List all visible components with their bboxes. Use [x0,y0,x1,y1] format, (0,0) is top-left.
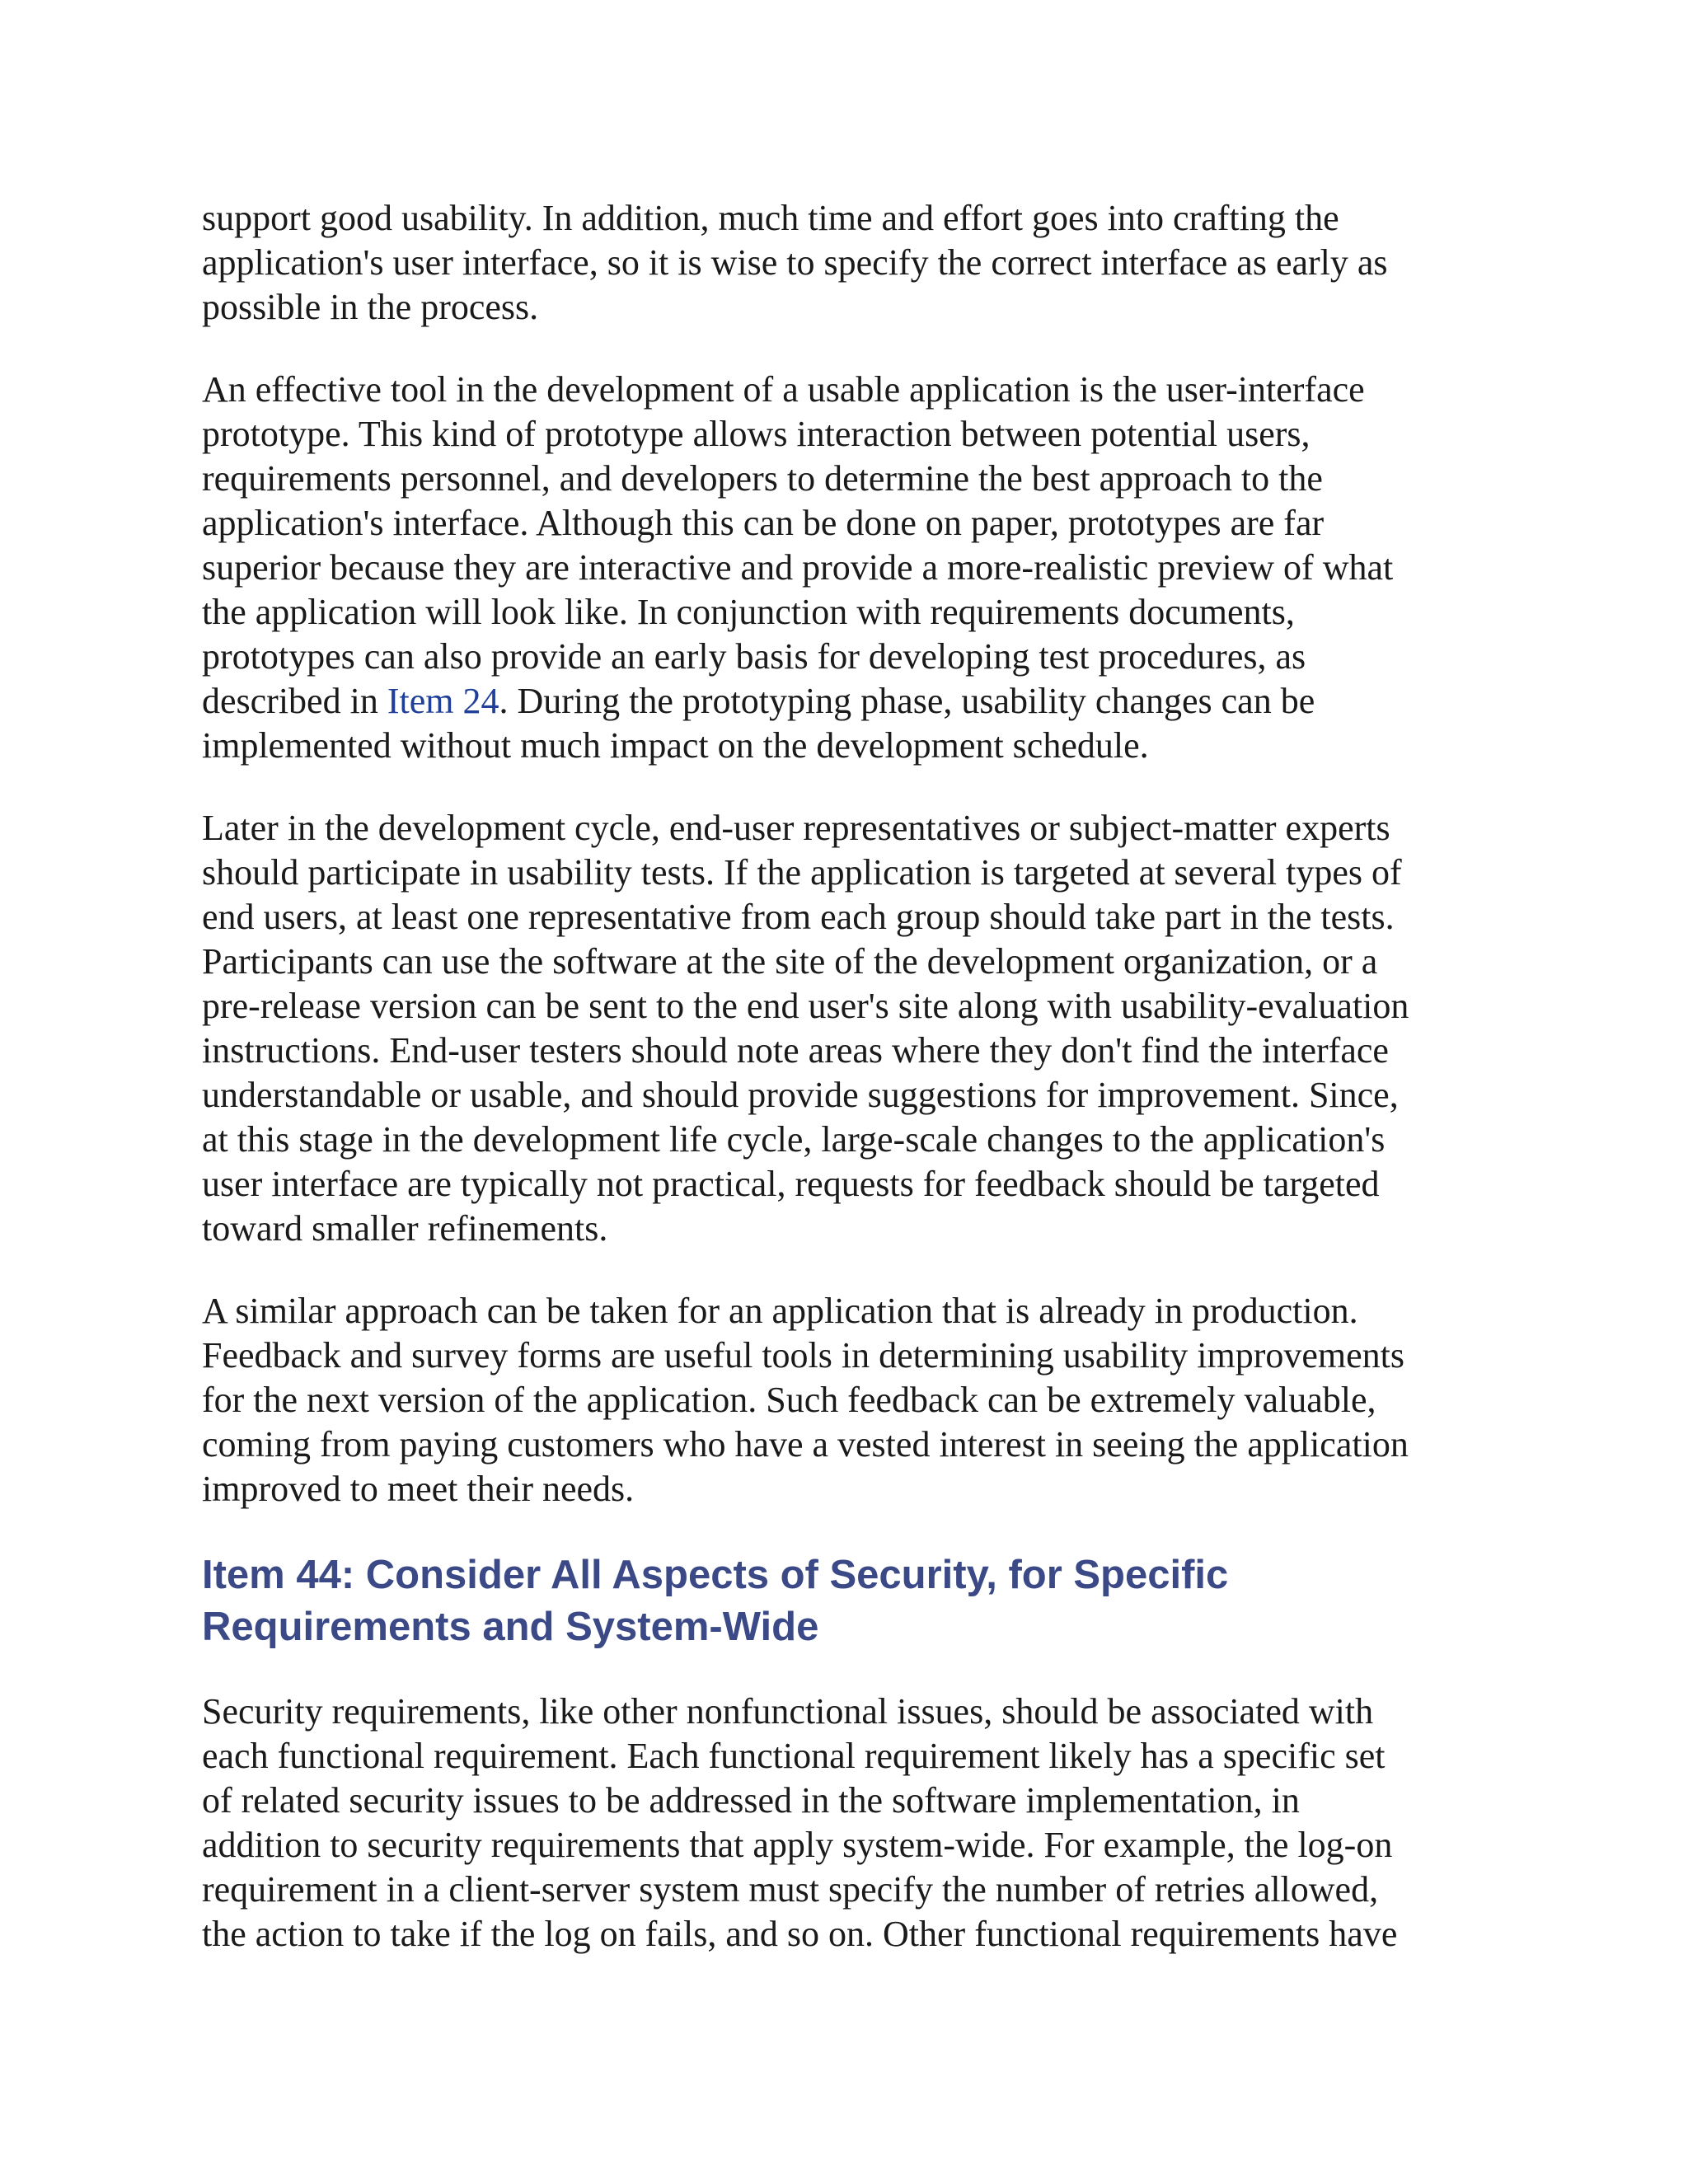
text-line: application's user interface, so it is wise to specify the correct interface as early as [202,242,1388,283]
heading-line: Requirements and System-Wide [202,1605,819,1649]
text-line: instructions. End-user testers should note areas where they don't find the interface [202,1030,1389,1071]
text-line: should participate in usability tests. If the application is targeted at several types of [202,852,1402,893]
paragraph-usability-intro [202,196,1488,330]
text-line: user interface are typically not practical, requests for feedback should be targeted [202,1164,1380,1204]
text-line: toward smaller refinements. [202,1208,608,1249]
text-line: possible in the process. [202,287,539,327]
paragraph-usability-tests [202,806,1488,1251]
text-line: at this stage in the development life cycle, large-scale changes to the application's [202,1119,1386,1160]
text-line: implemented without much impact on the development schedule. [202,725,1149,766]
text-line: the application will look like. In conjunction with requirements documents, [202,592,1295,632]
heading-line: Item 44: Consider All Aspects of Security, for Specific [202,1553,1229,1597]
text-line: prototypes can also provide an early basis for developing test procedures, as [202,636,1306,677]
link-line-prefix: described in [202,681,387,721]
text-line: Security requirements, like other nonfunctional issues, should be associated with [202,1691,1374,1732]
text-line: Participants can use the software at the site of the development organization, or a [202,941,1378,982]
text-line: coming from paying customers who have a vested interest in seeing the application [202,1424,1409,1465]
text-line: requirements personnel, and developers to determine the best approach to the [202,458,1323,499]
text-line: addition to security requirements that apply system-wide. For example, the log-on [202,1825,1393,1865]
paragraph-prototype [202,368,1488,768]
section-heading-item-44 [202,1549,1488,1653]
text-line: the action to take if the log on fails, and so on. Other functional requirements have [202,1914,1398,1954]
text-line: application's interface. Although this can be done on paper, prototypes are far [202,503,1325,543]
text-line: understandable or usable, and should provide suggestions for improvement. Since, [202,1075,1399,1115]
text-line: superior because they are interactive and provide a more-realistic preview of what [202,547,1394,588]
text-line: An effective tool in the development of a usable application is the user-interface [202,369,1365,410]
text-line: Feedback and survey forms are useful tools in determining usability improvements [202,1335,1405,1376]
text-line: Later in the development cycle, end-user representatives or subject-matter experts [202,808,1390,848]
paragraph-production-feedback [202,1289,1488,1511]
text-line: A similar approach can be taken for an application that is already in production. [202,1291,1358,1331]
text-line: for the next version of the application. Such feedback can be extremely valuable, [202,1380,1376,1420]
text-line: requirement in a client-server system must specify the number of retries allowed, [202,1869,1379,1910]
text-line: prototype. This kind of prototype allows interaction between potential users, [202,414,1311,454]
text-line: pre-release version can be sent to the end user's site along with usability-evaluation [202,986,1409,1026]
text-line: end users, at least one representative from each group should take part in the tests. [202,897,1395,937]
text-line: each functional requirement. Each functional requirement likely has a specific set [202,1736,1386,1776]
link-line-suffix: . During the prototyping phase, usability changes can be [499,681,1315,721]
text-line: improved to meet their needs. [202,1469,635,1509]
text-line: of related security issues to be addressed in the software implementation, in [202,1780,1300,1821]
text-column [202,196,1488,1994]
text-line: support good usability. In addition, much time and effort goes into crafting the [202,198,1339,238]
paragraph-security [202,1690,1488,1957]
item-24-link[interactable]: Item 24 [387,681,499,721]
text-line-with-link [202,679,1488,724]
